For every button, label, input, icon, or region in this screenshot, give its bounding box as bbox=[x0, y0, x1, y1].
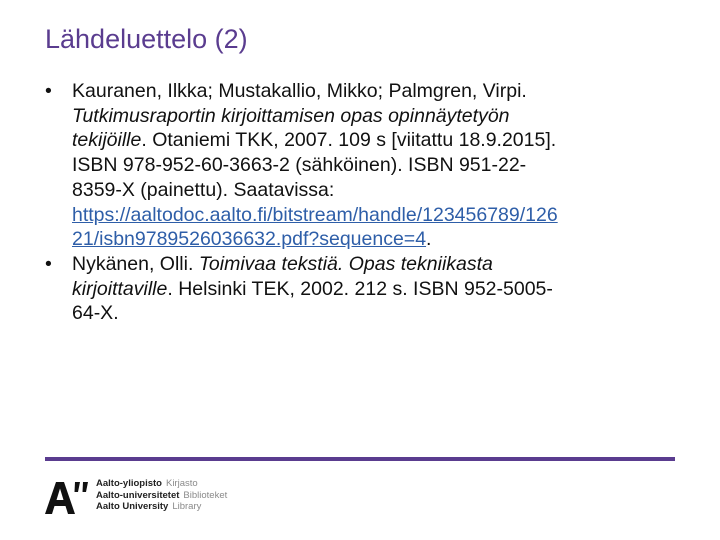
logo-text bbox=[96, 478, 227, 513]
aalto-library-logo bbox=[45, 478, 255, 518]
reference-title-text: kirjoittaville bbox=[72, 277, 168, 300]
reference-item bbox=[72, 252, 682, 326]
reference-text: . Otaniemi TKK, 2007. 109 s [viitattu 18.9.2015]. bbox=[141, 129, 557, 152]
page-title: Lähdeluettelo (2) bbox=[45, 24, 248, 54]
institution-name: Aalto-universitetet bbox=[96, 489, 180, 501]
reference-line bbox=[72, 178, 682, 203]
reference-line bbox=[72, 79, 682, 104]
reference-link[interactable]: 21/isbn9789526036632.pdf?sequence=4 bbox=[72, 228, 427, 251]
logo-text-row bbox=[96, 501, 227, 513]
reference-line bbox=[72, 128, 682, 153]
reference-text: Nykänen, Olli. bbox=[72, 252, 199, 275]
institution-name: Aalto-yliopisto bbox=[96, 478, 162, 489]
library-name: Library bbox=[172, 501, 202, 512]
reference-text: . bbox=[426, 228, 432, 251]
reference-line bbox=[72, 153, 682, 178]
library-name: Biblioteket bbox=[183, 489, 228, 501]
logo-text-row bbox=[96, 478, 227, 490]
institution-name: Aalto University bbox=[96, 501, 169, 512]
reference-text: 8359-X (painettu). Saatavissa: bbox=[72, 178, 335, 201]
library-name: Kirjasto bbox=[165, 478, 198, 489]
logo-text-row bbox=[96, 490, 227, 502]
reference-title-text: Toimivaa tekstiä. Opas tekniikasta bbox=[198, 252, 493, 275]
reference-text: Kauranen, Ilkka; Mustakallio, Mikko; Palmgren, Virpi. bbox=[72, 80, 527, 102]
footer-divider bbox=[45, 457, 675, 461]
reference-line bbox=[72, 203, 682, 228]
reference-list bbox=[72, 79, 682, 326]
reference-title-text: Tutkimusraportin kirjoittamisen opas opinnäytetyön bbox=[72, 104, 510, 127]
reference-text: ISBN 978-952-60-3663-2 (sähköinen). ISBN 951-22- bbox=[72, 154, 527, 177]
reference-text: . Helsinki TEK, 2002. 212 s. ISBN 952-5005- bbox=[167, 277, 553, 300]
reference-line bbox=[72, 277, 682, 302]
reference-text: 64-X. bbox=[72, 302, 119, 325]
reference-line bbox=[72, 252, 682, 277]
aalto-logo-icon bbox=[45, 480, 91, 516]
reference-line bbox=[72, 104, 682, 129]
reference-item bbox=[72, 79, 682, 252]
reference-line bbox=[72, 227, 682, 252]
reference-link[interactable]: https://aaltodoc.aalto.fi/bitstream/handle/123456789/126 bbox=[72, 203, 558, 226]
reference-title-text: tekijöille bbox=[72, 129, 142, 152]
reference-line bbox=[72, 301, 682, 326]
